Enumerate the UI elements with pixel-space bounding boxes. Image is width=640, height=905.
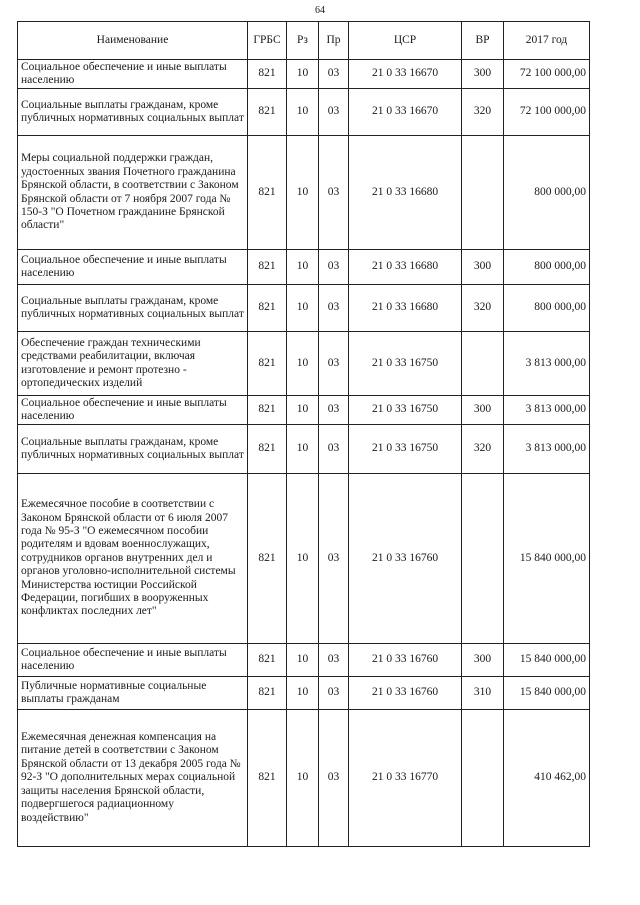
row-vr: 310 xyxy=(462,677,504,710)
row-grbs: 821 xyxy=(248,60,287,89)
table-row xyxy=(18,332,590,396)
table-row xyxy=(18,425,590,474)
header-amount: 2017 год xyxy=(504,22,590,60)
row-name: Социальные выплаты гражданам, кроме публичных нормативных социальных выплат xyxy=(18,89,248,136)
budget-table xyxy=(17,21,590,847)
table-row xyxy=(18,136,590,250)
row-amount: 3 813 000,00 xyxy=(504,332,590,396)
row-name: Меры социальной поддержки граждан, удостоенных звания Почетного гражданина Брянской области, в соответствии с Законом Брянской области от 7 ноября 2007 года № 150-З "О Почетном гражданине Брянской области" xyxy=(18,136,248,250)
row-pr: 03 xyxy=(319,425,349,474)
header-rz: Рз xyxy=(287,22,319,60)
row-amount: 72 100 000,00 xyxy=(504,89,590,136)
row-pr: 03 xyxy=(319,285,349,332)
row-rz: 10 xyxy=(287,60,319,89)
row-rz: 10 xyxy=(287,250,319,285)
row-amount: 15 840 000,00 xyxy=(504,677,590,710)
row-csr: 21 0 33 16760 xyxy=(349,474,462,644)
row-pr: 03 xyxy=(319,396,349,425)
table-row xyxy=(18,710,590,847)
row-grbs: 821 xyxy=(248,250,287,285)
table-row xyxy=(18,285,590,332)
row-csr: 21 0 33 16670 xyxy=(349,89,462,136)
row-vr: 300 xyxy=(462,644,504,677)
row-pr: 03 xyxy=(319,250,349,285)
row-csr: 21 0 33 16750 xyxy=(349,425,462,474)
header-row xyxy=(18,22,590,60)
row-vr: 300 xyxy=(462,60,504,89)
row-grbs: 821 xyxy=(248,136,287,250)
row-csr: 21 0 33 16680 xyxy=(349,250,462,285)
table-row xyxy=(18,677,590,710)
row-pr: 03 xyxy=(319,60,349,89)
row-vr: 320 xyxy=(462,89,504,136)
row-amount: 15 840 000,00 xyxy=(504,644,590,677)
row-pr: 03 xyxy=(319,474,349,644)
row-rz: 10 xyxy=(287,474,319,644)
row-name: Социальное обеспечение и иные выплаты населению xyxy=(18,396,248,425)
table-row xyxy=(18,89,590,136)
row-name: Ежемесячное пособие в соответствии с Законом Брянской области от 6 июля 2007 года № 95-З "О ежемесячном пособии родителям и вдовам военнослужащих, сотрудников органов внутренних дел и органов уголовно-исполнительной системы Министерства юстиции Российской Федерации, погибших в вооруженных конфликтах последних лет" xyxy=(18,474,248,644)
row-pr: 03 xyxy=(319,89,349,136)
row-vr: 320 xyxy=(462,285,504,332)
row-grbs: 821 xyxy=(248,644,287,677)
row-grbs: 821 xyxy=(248,332,287,396)
row-rz: 10 xyxy=(287,710,319,847)
page-number: 64 xyxy=(315,5,325,16)
row-name: Обеспечение граждан техническими средствами реабилитации, включая изготовление и ремонт протезно - ортопедических изделий xyxy=(18,332,248,396)
row-csr: 21 0 33 16760 xyxy=(349,644,462,677)
row-grbs: 821 xyxy=(248,396,287,425)
header-grbs: ГРБС xyxy=(248,22,287,60)
row-amount: 410 462,00 xyxy=(504,710,590,847)
row-rz: 10 xyxy=(287,396,319,425)
row-amount: 3 813 000,00 xyxy=(504,425,590,474)
row-csr: 21 0 33 16750 xyxy=(349,396,462,425)
table-row xyxy=(18,474,590,644)
row-rz: 10 xyxy=(287,332,319,396)
row-pr: 03 xyxy=(319,332,349,396)
row-amount: 800 000,00 xyxy=(504,136,590,250)
header-pr: Пр xyxy=(319,22,349,60)
row-rz: 10 xyxy=(287,285,319,332)
table-row xyxy=(18,396,590,425)
row-csr: 21 0 33 16670 xyxy=(349,60,462,89)
row-csr: 21 0 33 16760 xyxy=(349,677,462,710)
row-amount: 15 840 000,00 xyxy=(504,474,590,644)
header-vr: ВР xyxy=(462,22,504,60)
row-csr: 21 0 33 16770 xyxy=(349,710,462,847)
row-rz: 10 xyxy=(287,644,319,677)
table-row xyxy=(18,250,590,285)
row-rz: 10 xyxy=(287,677,319,710)
row-grbs: 821 xyxy=(248,710,287,847)
row-vr: 300 xyxy=(462,396,504,425)
row-grbs: 821 xyxy=(248,474,287,644)
row-rz: 10 xyxy=(287,89,319,136)
row-csr: 21 0 33 16750 xyxy=(349,332,462,396)
row-grbs: 821 xyxy=(248,285,287,332)
row-vr: 320 xyxy=(462,425,504,474)
row-pr: 03 xyxy=(319,710,349,847)
row-name: Социальное обеспечение и иные выплаты населению xyxy=(18,60,248,89)
row-rz: 10 xyxy=(287,136,319,250)
header-name: Наименование xyxy=(18,22,248,60)
row-pr: 03 xyxy=(319,644,349,677)
row-grbs: 821 xyxy=(248,677,287,710)
row-pr: 03 xyxy=(319,136,349,250)
row-grbs: 821 xyxy=(248,425,287,474)
row-pr: 03 xyxy=(319,677,349,710)
row-name: Публичные нормативные социальные выплаты гражданам xyxy=(18,677,248,710)
row-rz: 10 xyxy=(287,425,319,474)
table-row xyxy=(18,644,590,677)
row-vr xyxy=(462,136,504,250)
row-vr xyxy=(462,332,504,396)
header-csr: ЦСР xyxy=(349,22,462,60)
row-name: Социальные выплаты гражданам, кроме публичных нормативных социальных выплат xyxy=(18,285,248,332)
row-csr: 21 0 33 16680 xyxy=(349,136,462,250)
row-grbs: 821 xyxy=(248,89,287,136)
row-amount: 3 813 000,00 xyxy=(504,396,590,425)
row-name: Социальное обеспечение и иные выплаты населению xyxy=(18,644,248,677)
row-vr: 300 xyxy=(462,250,504,285)
row-name: Социальное обеспечение и иные выплаты населению xyxy=(18,250,248,285)
row-amount: 800 000,00 xyxy=(504,250,590,285)
row-csr: 21 0 33 16680 xyxy=(349,285,462,332)
row-name: Ежемесячная денежная компенсация на питание детей в соответствии с Законом Брянской области от 13 декабря 2005 года № 92-З "О дополнительных мерах социальной защиты населения Брянской области, подвергшегося радиационному воздействию" xyxy=(18,710,248,847)
row-amount: 72 100 000,00 xyxy=(504,60,590,89)
row-vr xyxy=(462,474,504,644)
table-row xyxy=(18,60,590,89)
row-name: Социальные выплаты гражданам, кроме публичных нормативных социальных выплат xyxy=(18,425,248,474)
row-amount: 800 000,00 xyxy=(504,285,590,332)
row-vr xyxy=(462,710,504,847)
